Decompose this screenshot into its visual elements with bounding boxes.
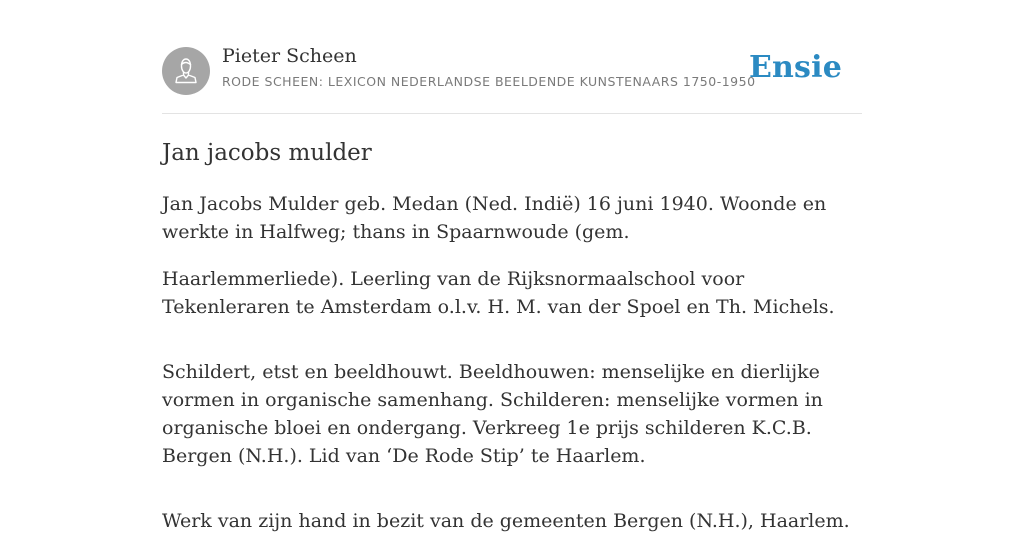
author-name[interactable]: Pieter Scheen bbox=[222, 45, 357, 67]
ensie-logo[interactable]: Ensie bbox=[748, 50, 842, 85]
paragraph: Schildert, etst en beeldhouwt. Beeldhouwen: menselijke en dierlijke vormen in organische samenhang. Schilderen: menselijke vormen in organische bloei en ondergang. Verkreeg 1e prijs schilderen K.C.B. Bergen (N.H.). Lid van ‘De Rode Stip’ te Haarlem. bbox=[162, 361, 823, 467]
article-header bbox=[162, 0, 862, 114]
user-icon bbox=[162, 47, 210, 95]
source-publication[interactable]: RODE SCHEEN: LEXICON NEDERLANDSE BEELDENDE KUNSTENAARS 1750-1950 bbox=[222, 74, 756, 89]
paragraph: Haarlemmerliede). Leerling van de Rijksnormaalschool voor Tekenleraren te Amsterdam o.l.v. H. M. van der Spoel en Th. Michels. bbox=[162, 268, 835, 318]
page-container bbox=[162, 0, 862, 554]
paragraph: Jan Jacobs Mulder geb. Medan (Ned. Indië) 16 juni 1940. Woonde en werkte in Halfweg; thans in Spaarnwoude (gem. bbox=[162, 193, 827, 243]
article-body bbox=[162, 190, 862, 535]
author-avatar[interactable] bbox=[162, 47, 210, 95]
article-title: Jan jacobs mulder bbox=[162, 140, 372, 166]
paragraph: Werk van zijn hand in bezit van de gemeenten Bergen (N.H.), Haarlem. bbox=[162, 510, 850, 532]
